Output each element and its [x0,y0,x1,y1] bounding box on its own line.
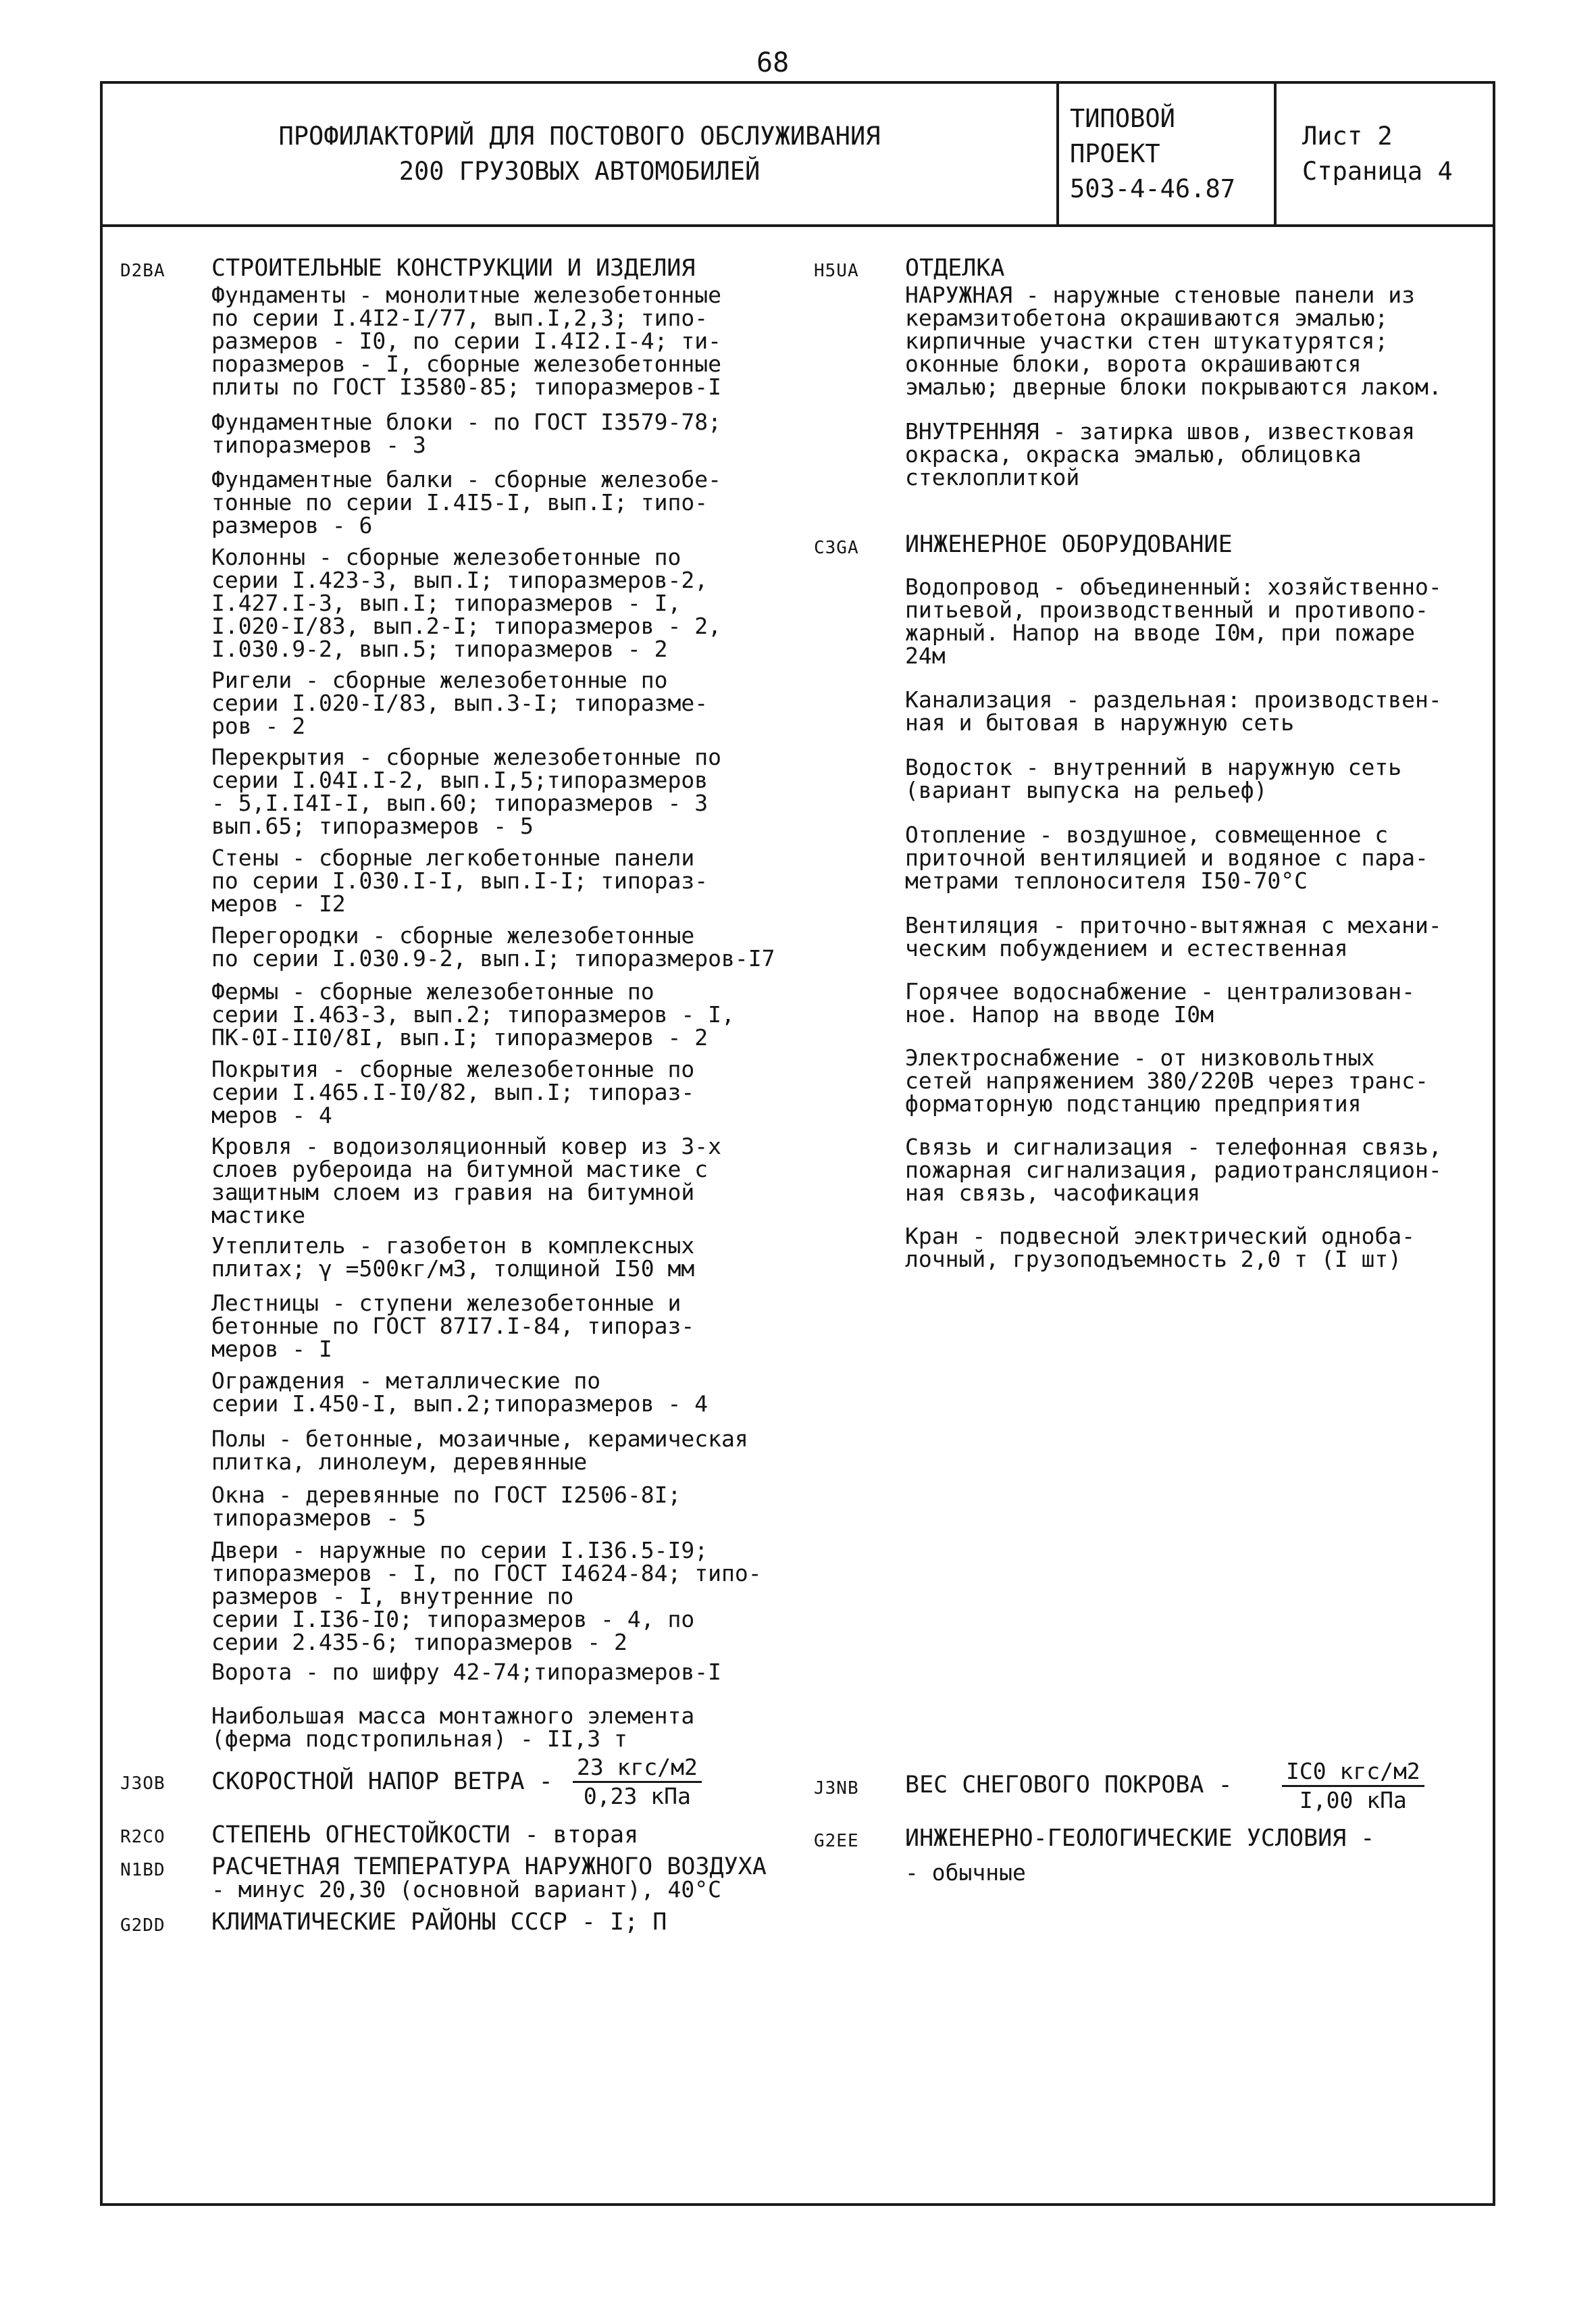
section-title-construction: СТРОИТЕЛЬНЫЕ КОНСТРУКЦИИ И ИЗДЕЛИЯ [211,255,696,282]
construction-item-railings: Ограждения - металлические по серии I.450-I, вып.2;типоразмеров - 4 [211,1367,709,1417]
engineering-item-ventilation: Вентиляция - приточно-вытяжная с механи- ческим побуждением и естественная [905,912,1442,961]
param-code-temperature: N1BD [120,1860,165,1880]
title-block [103,84,1493,227]
param-snow-label: ВЕС СНЕГОВОГО ПОКРОВА - [905,1771,1233,1799]
engineering-item-hot-water: Горячее водоснабжение - централизован- ное. Напор на вводе I0м [905,978,1415,1028]
construction-item-roofing-slabs: Покрытия - сборные железобетонные по серии I.465.I-I0/82, вып.I; типораз- меров - 4 [211,1056,695,1128]
snow-kgs: IC0 кгс/м2 [1282,1758,1424,1787]
construction-item-floors: Полы - бетонные, мозаичные, керамическая плитка, линолеум, деревянные [211,1426,748,1475]
section-title-finish: ОТДЕЛКА [905,255,1005,282]
section-code-engineering: C3GA [814,538,859,558]
construction-item-doors: Двери - наружные по серии I.I36.5-I9; типоразмеров - I, по ГОСТ I4624-84; типо- размеров - I, внутренние по серии I.I36-I0; типоразмеров - 4, по серии 2.435-6; типоразмеров - 2 [211,1537,762,1655]
page-label: Страница 4 [1302,157,1453,186]
wind-kpa: 0,23 кПа [583,1783,691,1809]
title-line-1: ПРОФИЛАКТОРИЙ ДЛЯ ПОСТОВОГО ОБСЛУЖИВАНИЯ [278,122,881,151]
wind-kgs: 23 кгс/м2 [573,1754,702,1783]
sheet-cell [1279,84,1493,224]
param-code-climate: G2DD [120,1915,165,1936]
engineering-item-water: Водопровод - объединенный: хозяйственно- питьевой, производственный и противопо- жарный. Напор на вводе I0м, при пожаре 24м [905,574,1442,669]
engineering-item-heating: Отопление - воздушное, совмещенное с приточной вентиляцией и водяное с пара- метрами теплоносителя I50-70°С [905,822,1428,894]
construction-item-trusses: Фермы - сборные железобетонные по серии I.463-3, вып.2; типоразмеров - I, ПК-0I-II0/8I, вып.I; типоразмеров - 2 [211,978,735,1051]
snow-kpa: I,00 кПа [1299,1787,1407,1813]
engineering-item-crane: Кран - подвесной электрический однобa- лочный, грузоподъемность 2,0 т (I шт) [905,1223,1415,1272]
engineering-item-power: Электроснабжение - от низковольтных сетей напряжением 380/220В через транс- форматорную подстанцию предприятия [905,1045,1428,1117]
param-geology-value: - обычные [905,1859,1026,1886]
project-number: 503-4-46.87 [1070,174,1236,203]
construction-item-stairs: Лестницы - ступени железобетонные и бетонные по ГОСТ 87I7.I-84, типораз- меров - I [211,1290,695,1362]
section-code-construction: D2BA [120,261,165,281]
engineering-item-sewer: Канализация - раздельная: производствен- ная и бытовая в наружную сеть [905,686,1442,736]
construction-item-foundation-beams: Фундаментные балки - сборные железобе- тонные по серии I.4I5-I, вып.I; типо- размеров - 6 [211,466,721,538]
section-title-engineering: ИНЖЕНЕРНОЕ ОБОРУДОВАНИЕ [905,531,1233,558]
construction-item-windows: Окна - деревянные по ГОСТ I2506-8I; типоразмеров - 5 [211,1482,681,1531]
finish-item-interior: ВНУТРЕННЯЯ - затирка швов, известковая окраска, окраска эмалью, облицовка стеклоплиткой [905,418,1415,491]
construction-item-roof: Кровля - водоизоляционный ковер из 3-х слоев рубероида на битумной мастике с защитным слоем из гравия на битумной мастике [211,1133,721,1228]
construction-item-floor-slabs: Перекрытия - сборные железобетонные по серии I.04I.I-2, вып.I,5;типоразмеров - 5,I.I4I-I, вып.60; типоразмеров - 3 вып.65; типоразмеров - 5 [211,744,721,839]
engineering-item-drain: Водосток - внутренний в наружную сеть (вариант выпуска на рельеф) [905,754,1402,803]
title-line-2: 200 ГРУЗОВЫХ АВТОМОБИЛЕЙ [398,157,761,186]
construction-item-columns: Колонны - сборные железобетонные по серии I.423-3, вып.I; типоразмеров-2, I.427.I-3, вып.I; типоразмеров - I, I.020-I/83, вып.2-I; типоразмеров - 2, I.030.9-2, вып.5; типоразмеров - 2 [211,544,721,662]
construction-item-max-mass: Наибольшая масса монтажного элемента (ферма подстропильная) - II,3 т [211,1703,695,1752]
param-wind-value [573,1754,702,1810]
page-number: 68 [756,47,790,78]
project-cell [1059,84,1277,224]
section-code-finish: H5UA [814,261,859,281]
project-label: ТИПОВОЙ ПРОЕКТ [1070,104,1175,168]
finish-item-exterior: НАРУЖНАЯ - наружные стеновые панели из керамзитобетона окрашиваются эмалью; кирпичные участки стен штукатурятся; оконные блоки, ворота окрашиваются эмалью; дверные блоки покрываются лаком. [905,282,1442,400]
document-title [103,84,1059,224]
construction-item-insulation: Утеплитель - газобетон в комплексных плитах; γ =500кг/м3, толщиной I50 мм [211,1232,695,1282]
param-temperature-value: - минус 20,30 (основной вариант), 40°С [211,1876,721,1903]
construction-item-walls: Стены - сборные легкобетонные панели по серии I.030.I-I, вып.I-I; типораз- меров - I2 [211,845,709,917]
param-geology-label: ИНЖЕНЕРНО-ГЕОЛОГИЧЕСКИЕ УСЛОВИЯ - [905,1825,1375,1852]
param-code-fire: R2CO [120,1827,165,1847]
param-temperature-label: РАСЧЕТНАЯ ТЕМПЕРАТУРА НАРУЖНОГО ВОЗДУХА [211,1853,767,1880]
construction-item-foundations: Фундаменты - монолитные железобетонные по серии I.4I2-I/77, вып.I,2,3; типо- размеров - I0, по серии I.4I2.I-4; ти- поразмеров - I, сборные железобетонные плиты по ГОСТ I3580-85; типоразмеров-I [211,282,721,400]
param-fire-resistance: СТЕПЕНЬ ОГНЕСТОЙКОСТИ - вторая [211,1821,639,1848]
construction-item-partitions: Перегородки - сборные железобетонные по серии I.030.9-2, вып.I; типоразмеров-I7 [211,922,775,972]
param-climate-regions: КЛИМАТИЧЕСКИЕ РАЙОНЫ СССР - I; П [211,1909,667,1936]
param-code-wind: J3OB [120,1774,165,1794]
param-code-snow: J3NB [814,1778,859,1799]
construction-item-girders: Ригели - сборные железобетонные по серии I.020-I/83, вып.3-I; типоразме- ров - 2 [211,667,709,739]
sheet-label: Лист 2 [1302,122,1393,151]
param-code-geology: G2EE [814,1831,859,1851]
param-snow-value [1282,1758,1424,1814]
construction-item-gates: Ворота - по шифру 42-74;типоразмеров-I [211,1659,721,1685]
construction-item-foundation-blocks: Фундаментные блоки - по ГОСТ I3579-78; типоразмеров - 3 [211,409,721,458]
engineering-item-communications: Связь и сигнализация - телефонная связь, пожарная сигнализация, радиотрансляцион- ная связь, часофикация [905,1134,1442,1206]
param-wind-label: СКОРОСТНОЙ НАПОР ВЕТРА - [211,1768,553,1795]
